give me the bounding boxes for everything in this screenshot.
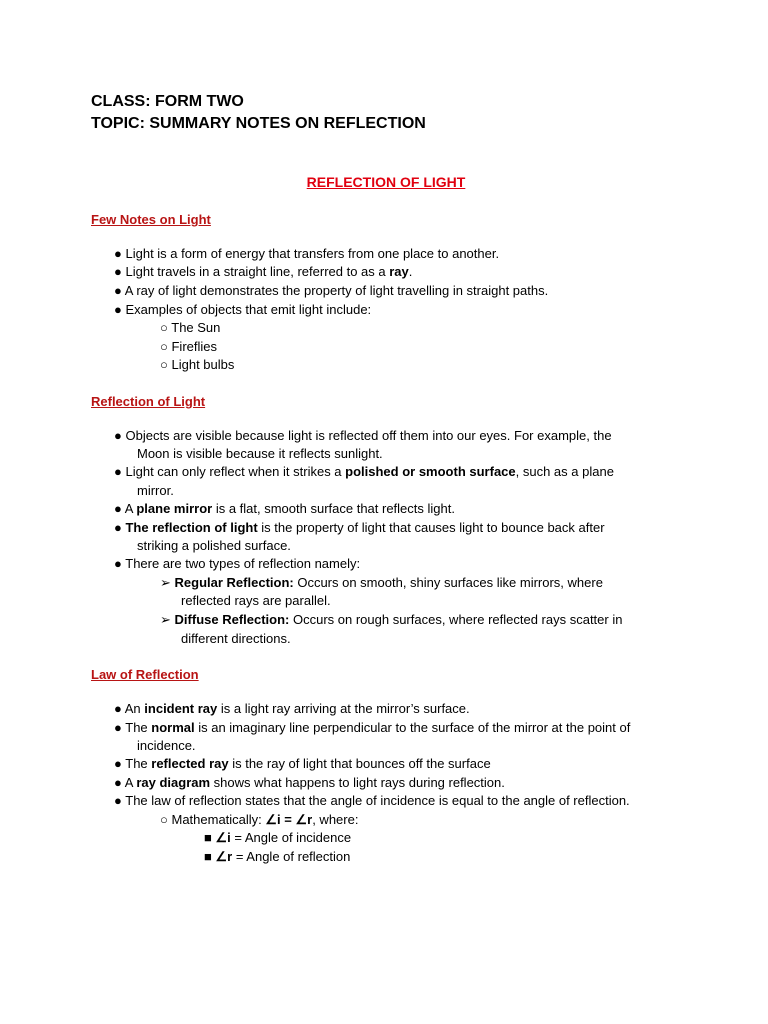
bullet-icon: ● [114, 428, 122, 443]
sub-sub-list-item: ■ ∠r = Angle of reflection [204, 849, 351, 864]
list-item: ● A plane mirror is a flat, smooth surface that reflects light. [114, 501, 455, 516]
heading-law: Law of Reflection [91, 667, 199, 682]
bullet-icon: ● [114, 246, 122, 261]
sub-list-item: ○ Fireflies [160, 339, 217, 354]
bullet-icon: ● [114, 793, 122, 808]
list-item: ● Light can only reflect when it strikes a polished or smooth surface, such as a plane [114, 464, 614, 479]
square-bullet-icon: ■ [204, 830, 212, 845]
bullet-icon: ● [114, 283, 122, 298]
circle-bullet-icon: ○ [160, 320, 168, 335]
bullet-icon: ● [114, 756, 122, 771]
list-item: ● Objects are visible because light is reflected off them into our eyes. For example, the [114, 428, 612, 443]
list-item: ● There are two types of reflection namely: [114, 556, 361, 571]
bullet-icon: ● [114, 464, 122, 479]
sub-list-item: ➢ Regular Reflection: Occurs on smooth, shiny surfaces like mirrors, where [160, 575, 603, 590]
arrow-bullet-icon: ➢ [160, 612, 171, 627]
sub-list-item: ○ Mathematically: ∠i = ∠r, where: [160, 812, 359, 827]
class-line: CLASS: FORM TWO [91, 93, 244, 110]
bullet-icon: ● [114, 775, 122, 790]
list-item-continuation: striking a polished surface. [137, 538, 291, 553]
list-item-continuation: Moon is visible because it reflects sunlight. [137, 446, 383, 461]
list-item: ● The reflected ray is the ray of light that bounces off the surface [114, 756, 491, 771]
sub-list-item-continuation: reflected rays are parallel. [181, 593, 331, 608]
bullet-icon: ● [114, 520, 122, 535]
list-item-continuation: mirror. [137, 483, 174, 498]
bullet-icon: ● [114, 701, 122, 716]
main-title: REFLECTION OF LIGHT [306, 174, 466, 190]
sub-list-item: ○ The Sun [160, 320, 221, 335]
list-item: ● The law of reflection states that the angle of incidence is equal to the angle of reflection. [114, 793, 630, 808]
bullet-icon: ● [114, 720, 122, 735]
list-item-continuation: incidence. [137, 738, 196, 753]
bullet-icon: ● [114, 264, 122, 279]
square-bullet-icon: ■ [204, 849, 212, 864]
list-item: ● A ray of light demonstrates the property of light travelling in straight paths. [114, 283, 549, 298]
list-item: ● A ray diagram shows what happens to light rays during reflection. [114, 775, 505, 790]
heading-reflection: Reflection of Light [91, 394, 206, 409]
list-item: ● Light is a form of energy that transfers from one place to another. [114, 246, 500, 261]
list-item: ● The reflection of light is the property of light that causes light to bounce back after [114, 520, 605, 535]
bullet-icon: ● [114, 501, 122, 516]
bullet-icon: ● [114, 302, 122, 317]
list-item: ● The normal is an imaginary line perpendicular to the surface of the mirror at the point of [114, 720, 631, 735]
list-item: ● An incident ray is a light ray arriving at the mirror’s surface. [114, 701, 470, 716]
bullet-icon: ● [114, 556, 122, 571]
circle-bullet-icon: ○ [160, 357, 168, 372]
heading-few-notes: Few Notes on Light [91, 212, 211, 227]
sub-list-item-continuation: different directions. [181, 631, 291, 646]
list-item: ● Light travels in a straight line, referred to as a ray. [114, 264, 413, 279]
circle-bullet-icon: ○ [160, 812, 168, 827]
arrow-bullet-icon: ➢ [160, 575, 171, 590]
sub-list-item: ○ Light bulbs [160, 357, 235, 372]
list-item: ● Examples of objects that emit light include: [114, 302, 372, 317]
topic-line: TOPIC: SUMMARY NOTES ON REFLECTION [91, 115, 426, 132]
sub-sub-list-item: ■ ∠i = Angle of incidence [204, 830, 352, 845]
circle-bullet-icon: ○ [160, 339, 168, 354]
sub-list-item: ➢ Diffuse Reflection: Occurs on rough surfaces, where reflected rays scatter in [160, 612, 623, 627]
